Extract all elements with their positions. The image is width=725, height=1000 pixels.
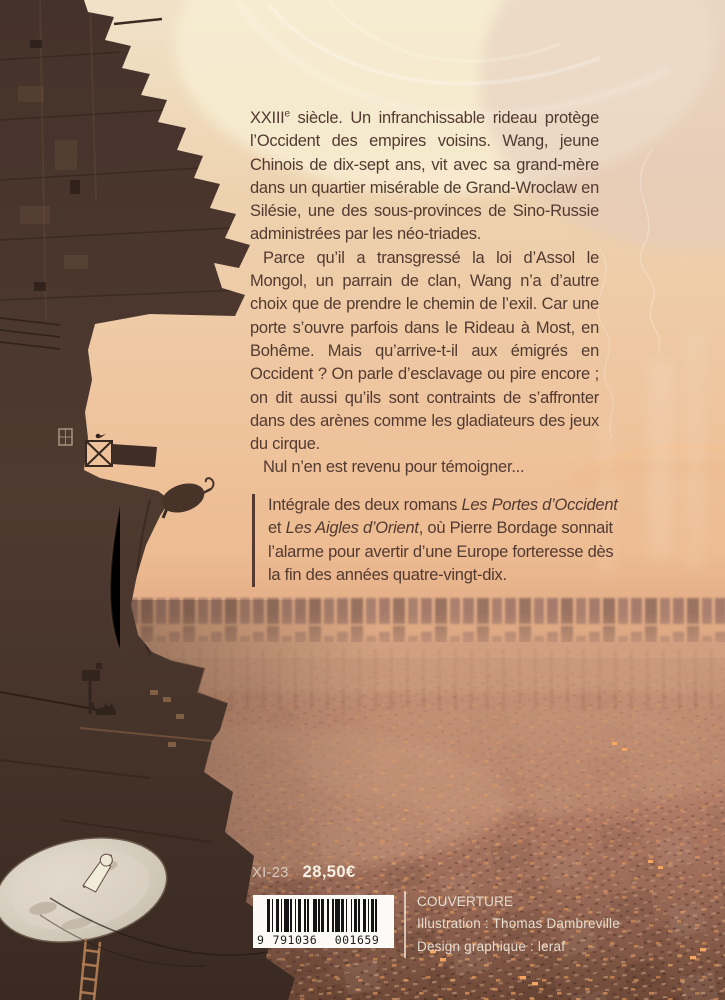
barcode-group-2: 001659 xyxy=(334,933,380,947)
barcode-bars xyxy=(267,899,389,932)
edition-note-lead: Intégrale des deux romans xyxy=(268,496,462,514)
barcode xyxy=(253,895,394,948)
century-numeral: XXIII xyxy=(250,109,285,127)
barcode-number xyxy=(257,933,388,947)
illustration-credit: Illustration : Thomas Dambreville xyxy=(417,916,620,932)
price-row xyxy=(252,863,356,882)
synopsis-paragraph-2: Parce qu’il a transgressé la loi d’Assol le Mongol, un parrain de clan, Wang n’a d’autre choix que de prendre le chemin de l’exil. Car une porte s’ouvre parfois dans le Rideau à Most, en Bohême. Mais qu’arrive-t-il aux émigrés en Occident ? On parle d’esclavage ou pire encore ; on dit aussi qu’ils sont contraints de s’affronter dans des arènes comme les gladiateurs des jeux du cirque. xyxy=(250,248,599,454)
book-title-1: Les Portes d’Occident xyxy=(461,496,618,514)
edition-note-rest: , où Pierre Bordage sonnait l’alarme pour avertir d’une Europe forteresse dès la fin des années quatre-vingt-dix. xyxy=(268,519,614,584)
price: 28,50€ xyxy=(302,863,356,881)
synopsis-paragraph-1 xyxy=(250,107,599,247)
century-ordinal: e xyxy=(284,108,290,120)
edition-note-mid: et xyxy=(268,519,286,538)
credits-heading: COUVERTURE xyxy=(417,894,514,909)
synopsis-paragraph-1-text: siècle. Un infranchissable rideau protège l’Occident des empires voisins. Wang, jeune Chinois de dix-sept ans, vit avec sa grand-mère dans un quartier misérable de Grand-Wroclaw en Silésie, une des sous-provinces de Sino-Russie administrées par les néo-triades. xyxy=(250,109,599,244)
edition-note xyxy=(252,494,620,587)
barcode-group-1: 791036 xyxy=(272,933,318,947)
credits-block xyxy=(404,891,620,958)
synopsis xyxy=(250,107,599,480)
barcode-prefix: 9 xyxy=(257,933,264,947)
synopsis-paragraph-3: Nul n’en est revenu pour témoigner... xyxy=(263,458,525,477)
design-credit: Design graphique : leraf xyxy=(417,938,566,954)
edition-code: XI-23 xyxy=(252,865,289,881)
book-title-2: Les Aigles d’Orient xyxy=(285,519,419,538)
